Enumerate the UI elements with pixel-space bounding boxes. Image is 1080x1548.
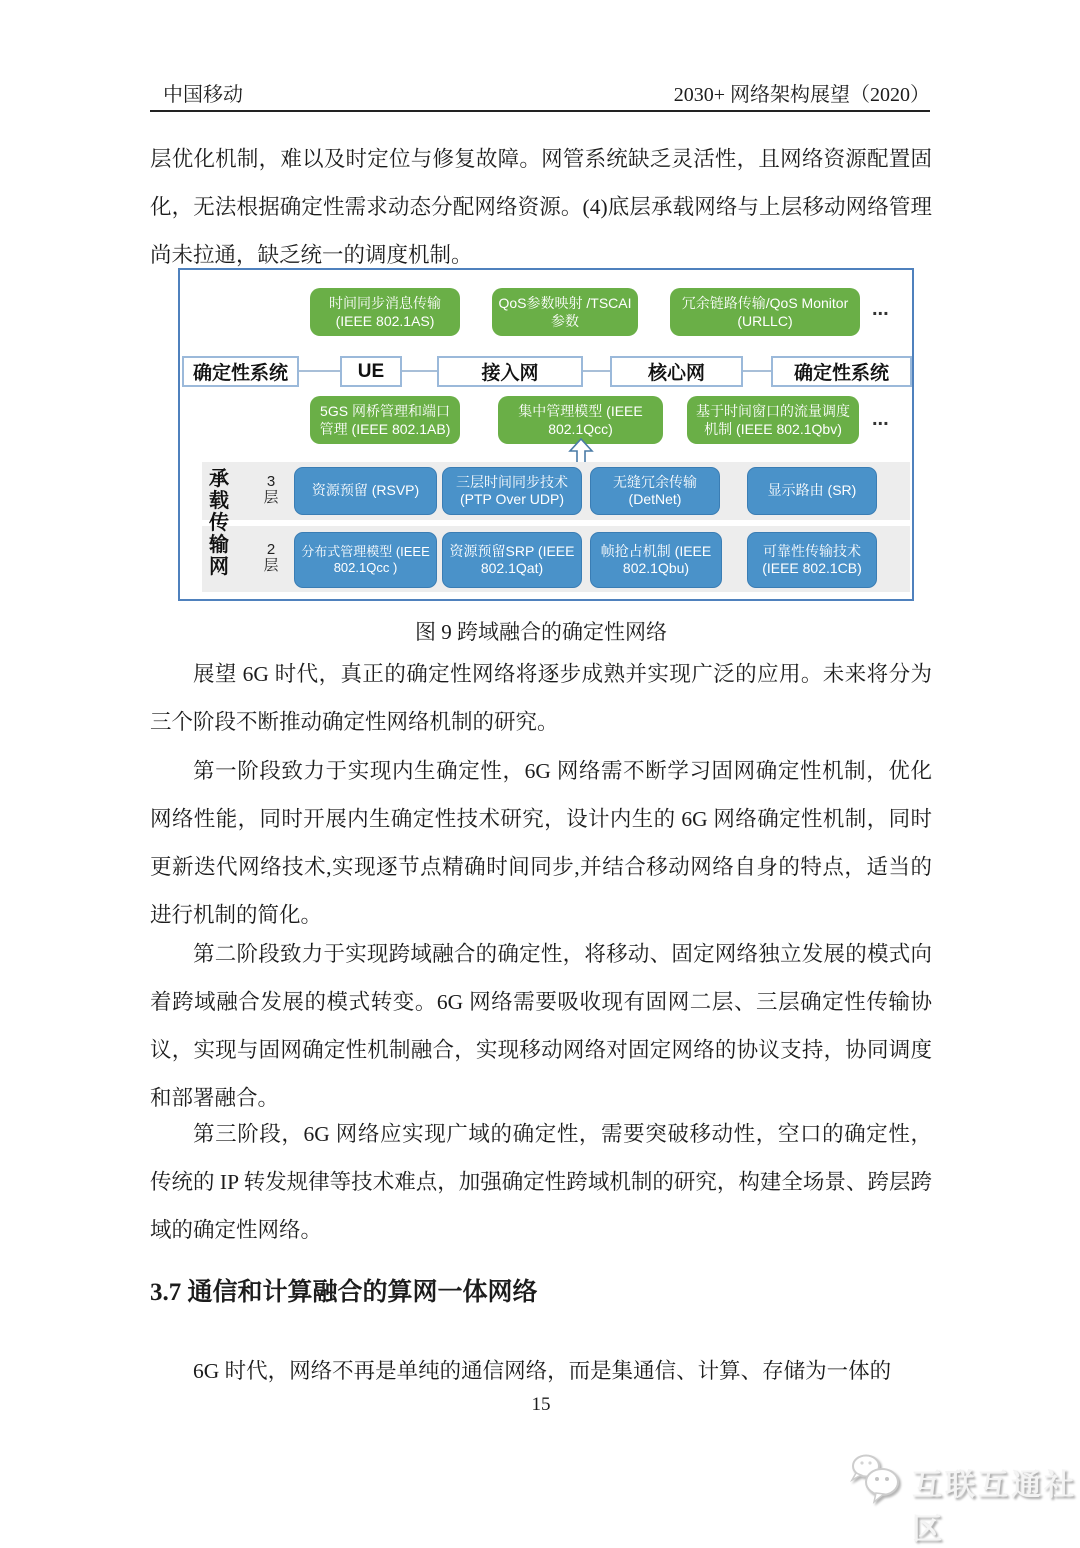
wechat-icon bbox=[842, 1448, 908, 1510]
tech-box-reliable: 可靠性传输技术 (IEEE 802.1CB) bbox=[747, 532, 877, 588]
node-core-network: 核心网 bbox=[610, 356, 743, 387]
signaling-box-qos-map: QoS参数映射 /TSCAI参数 bbox=[492, 288, 638, 336]
node-deterministic-system-left: 确定性系统 bbox=[182, 356, 299, 387]
node-deterministic-system-right: 确定性系统 bbox=[771, 356, 912, 387]
deterministic-network-diagram bbox=[178, 268, 914, 601]
signaling-box-redundant: 冗余链路传输/QoS Monitor (URLLC) bbox=[670, 288, 860, 336]
tech-box-sr: 显示路由 (SR) bbox=[747, 467, 877, 515]
page-number: 15 bbox=[531, 1394, 551, 1415]
ellipsis-mid: ... bbox=[872, 408, 889, 430]
signaling-box-time-sync: 时间同步消息传输 (IEEE 802.1AS) bbox=[310, 288, 460, 336]
watermark-text: 互联互通社区 bbox=[912, 1469, 1077, 1546]
body-paragraph-3: 第一阶段致力于实现内生确定性，6G 网络需不断学习固网确定性机制，优化网络性能，同时开展内生确定性技术研究，设计内生的 6G 网络确定性机制，同时更新迭代网络技术,实现逐节点精确时间同步,并结合移动网络自身的特点，适当的进行机制的简化。 bbox=[150, 759, 932, 927]
figure-caption: 图 9 跨域融合的确定性网络 bbox=[415, 620, 667, 644]
body-paragraph-4: 第二阶段致力于实现跨域融合的确定性，将移动、固定网络独立发展的模式向着跨域融合发展的模式转变。6G 网络需要吸收现有固网二层、三层确定性传输协议，实现与固网确定性机制融合，实现移动网络对固定网络的协议支持，协同调度和部署融合。 bbox=[150, 942, 932, 1110]
management-box-central: 集中管理模型 (IEEE 802.1Qcc) bbox=[498, 396, 663, 444]
tech-box-srp: 资源预留SRP (IEEE 802.1Qat) bbox=[442, 532, 582, 588]
tech-box-ptp: 三层时间同步技术 (PTP Over UDP) bbox=[442, 467, 582, 515]
header-doc-owner: 中国移动 bbox=[163, 84, 243, 106]
node-access-network: 接入网 bbox=[437, 356, 583, 387]
tech-box-preemption: 帧抢占机制 (IEEE 802.1Qbu) bbox=[590, 532, 722, 588]
management-box-bridge: 5GS 网桥管理和端口管理 (IEEE 802.1AB) bbox=[310, 396, 460, 444]
body-paragraph-5: 第三阶段，6G 网络应实现广域的确定性，需要突破移动性，空口的确定性，传统的 IP 转发规律等技术难点，加强确定性跨域机制的研究，构建全场景、跨层跨域的确定性网络。 bbox=[150, 1122, 932, 1242]
node-ue: UE bbox=[340, 356, 402, 387]
body-paragraph-6: 6G 时代，网络不再是单纯的通信网络，而是集通信、计算、存储为一体的 bbox=[193, 1359, 892, 1383]
tech-box-dist-mgmt: 分布式管理模型 (IEEE 802.1Qcc ) bbox=[294, 532, 437, 588]
ellipsis-top: ... bbox=[872, 298, 889, 320]
tech-box-rsvp: 资源预留 (RSVP) bbox=[294, 467, 437, 515]
header-rule bbox=[150, 110, 930, 112]
section-heading: 3.7 通信和计算融合的算网一体网络 bbox=[150, 1279, 538, 1306]
header-doc-title: 2030+ 网络架构展望（2020） bbox=[673, 84, 930, 106]
layer2-label: 2层 bbox=[263, 541, 279, 574]
body-paragraph-1: 层优化机制，难以及时定位与修复故障。网管系统缺乏灵活性，且网络资源配置固化，无法根据确定性需求动态分配网络资源。(4)底层承载网络与上层移动网络管理尚未拉通，缺乏统一的调度机制。 bbox=[150, 147, 932, 267]
body-paragraph-2: 展望 6G 时代，真正的确定性网络将逐步成熟并实现广泛的应用。未来将分为三个阶段不断推动确定性网络机制的研究。 bbox=[150, 662, 932, 734]
layer3-label: 3层 bbox=[263, 473, 279, 506]
bearer-network-label: 承载传输网 bbox=[209, 468, 229, 578]
tech-box-detnet: 无缝冗余传输 (DetNet) bbox=[590, 467, 720, 515]
management-box-scheduler: 基于时间窗口的流量调度机制 (IEEE 802.1Qbv) bbox=[687, 396, 859, 444]
